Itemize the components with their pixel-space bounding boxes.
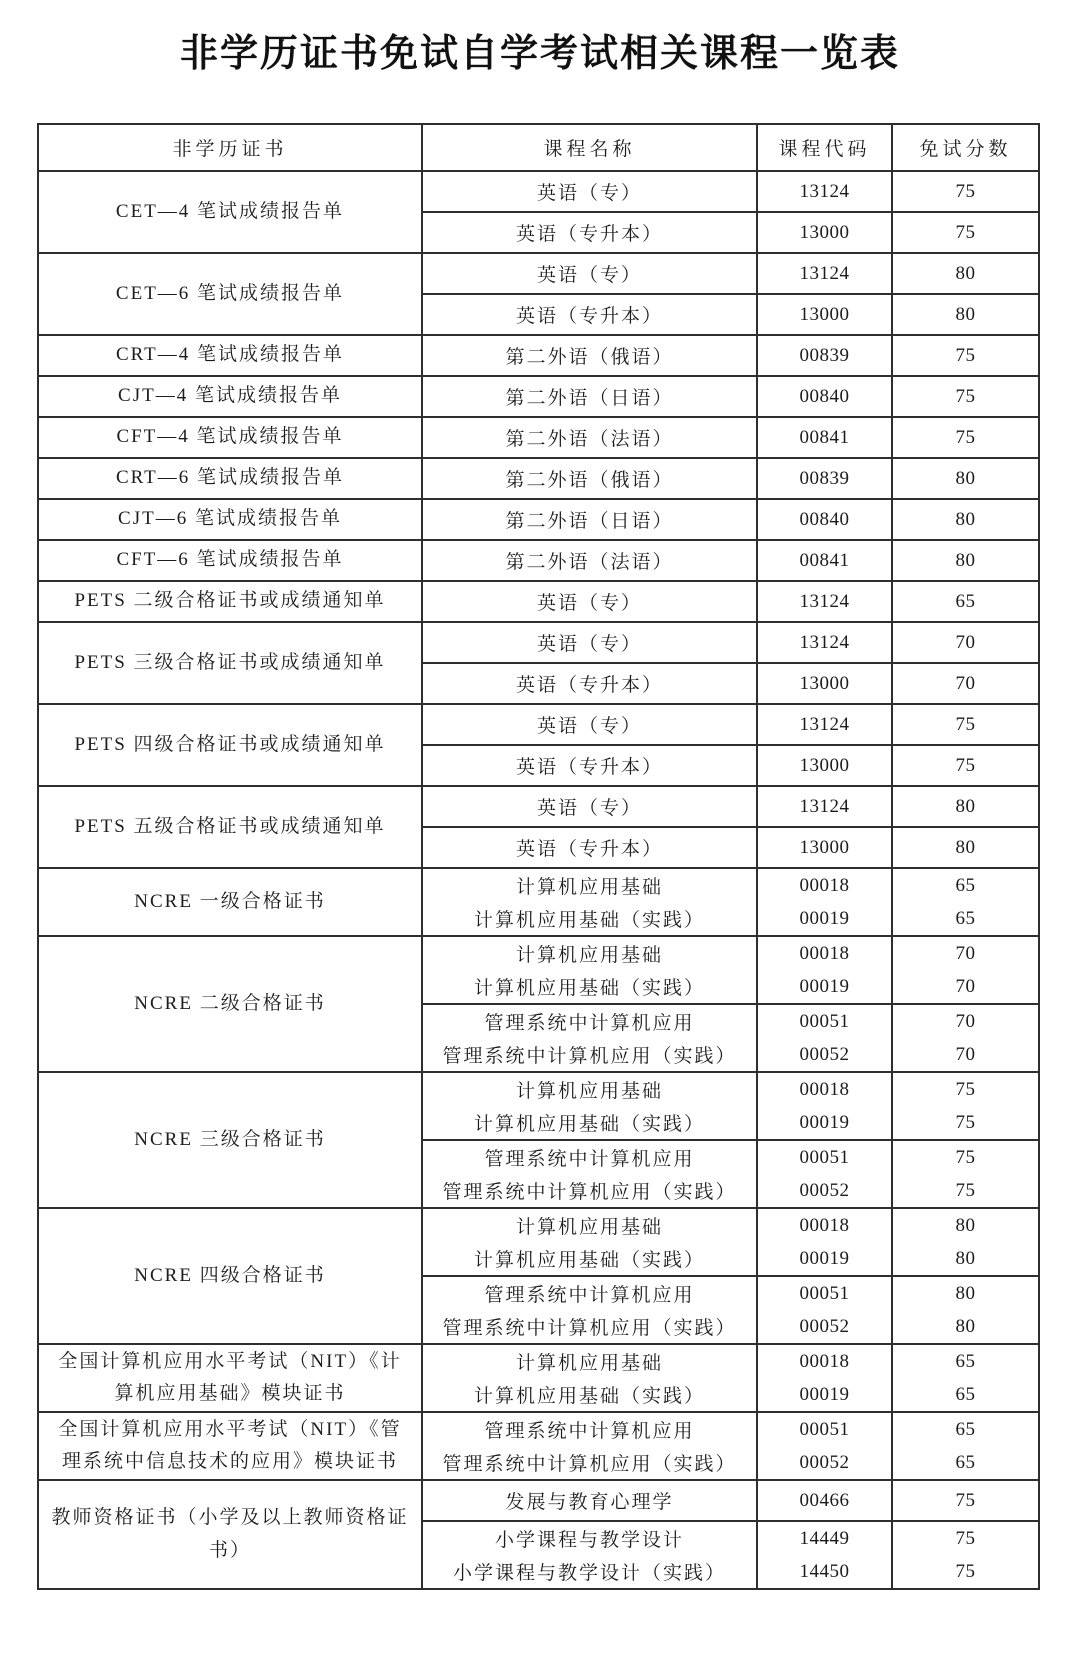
table-row <box>38 581 1039 622</box>
course-name-cell: 计算机应用基础 <box>422 936 757 970</box>
course-code-cell: 13124 <box>757 171 892 212</box>
table-row <box>38 376 1039 417</box>
header-course-code: 课程代码 <box>757 124 892 171</box>
table-header-row <box>38 124 1039 171</box>
course-name-cell: 管理系统中计算机应用 <box>422 1412 757 1446</box>
course-name-cell: 管理系统中计算机应用 <box>422 1140 757 1174</box>
certificate-cell: NCRE 三级合格证书 <box>38 1072 422 1208</box>
certificate-cell: PETS 四级合格证书或成绩通知单 <box>38 704 422 786</box>
table-row <box>38 1412 1039 1446</box>
course-name-cell: 管理系统中计算机应用（实践） <box>422 1446 757 1480</box>
course-code-cell: 13000 <box>757 663 892 704</box>
course-name-cell: 小学课程与教学设计（实践） <box>422 1555 757 1589</box>
course-name-cell: 英语（专升本） <box>422 745 757 786</box>
course-code-cell: 00052 <box>757 1174 892 1208</box>
certificate-cell: CFT—6 笔试成绩报告单 <box>38 540 422 581</box>
course-code-cell: 00051 <box>757 1140 892 1174</box>
course-code-cell: 13124 <box>757 581 892 622</box>
course-code-cell: 00051 <box>757 1412 892 1446</box>
certificate-cell: CJT—6 笔试成绩报告单 <box>38 499 422 540</box>
course-name-cell: 第二外语（日语） <box>422 499 757 540</box>
table-row <box>38 622 1039 663</box>
course-code-cell: 00018 <box>757 1072 892 1106</box>
table-row <box>38 253 1039 294</box>
exemption-score-cell: 80 <box>892 1242 1039 1276</box>
table-row <box>38 458 1039 499</box>
table-row <box>38 786 1039 827</box>
exemption-score-cell: 75 <box>892 1555 1039 1589</box>
table-row <box>38 868 1039 902</box>
course-code-cell: 00051 <box>757 1004 892 1038</box>
course-code-cell: 00839 <box>757 335 892 376</box>
course-code-cell: 00018 <box>757 1208 892 1242</box>
course-name-cell: 英语（专升本） <box>422 663 757 704</box>
page-title: 非学历证书免试自学考试相关课程一览表 <box>179 33 900 75</box>
exemption-course-table <box>37 123 1040 1590</box>
course-name-cell: 计算机应用基础（实践） <box>422 1242 757 1276</box>
table-row <box>38 417 1039 458</box>
exemption-score-cell: 70 <box>892 663 1039 704</box>
exemption-score-cell: 65 <box>892 1412 1039 1446</box>
exemption-score-cell: 75 <box>892 1521 1039 1555</box>
course-code-cell: 14450 <box>757 1555 892 1589</box>
course-name-cell: 英语（专） <box>422 581 757 622</box>
course-name-cell: 第二外语（日语） <box>422 376 757 417</box>
exemption-score-cell: 70 <box>892 1004 1039 1038</box>
course-name-cell: 英语（专） <box>422 171 757 212</box>
certificate-cell: NCRE 二级合格证书 <box>38 936 422 1072</box>
course-code-cell: 13000 <box>757 212 892 253</box>
exemption-score-cell: 80 <box>892 1310 1039 1344</box>
header-course-name: 课程名称 <box>422 124 757 171</box>
course-name-cell: 英语（专升本） <box>422 294 757 335</box>
course-code-cell: 00841 <box>757 540 892 581</box>
exemption-score-cell: 80 <box>892 294 1039 335</box>
certificate-cell: CRT—4 笔试成绩报告单 <box>38 335 422 376</box>
exemption-score-cell: 80 <box>892 253 1039 294</box>
course-code-cell: 13000 <box>757 745 892 786</box>
certificate-cell: CET—4 笔试成绩报告单 <box>38 171 422 253</box>
exemption-score-cell: 75 <box>892 1072 1039 1106</box>
header-exemption-score: 免试分数 <box>892 124 1039 171</box>
course-code-cell: 13124 <box>757 786 892 827</box>
course-code-cell: 00019 <box>757 1242 892 1276</box>
exemption-score-cell: 80 <box>892 458 1039 499</box>
certificate-cell: PETS 二级合格证书或成绩通知单 <box>38 581 422 622</box>
course-code-cell: 00840 <box>757 376 892 417</box>
course-name-cell: 管理系统中计算机应用 <box>422 1276 757 1310</box>
exemption-score-cell: 80 <box>892 1208 1039 1242</box>
certificate-cell: 教师资格证书（小学及以上教师资格证书） <box>38 1480 422 1589</box>
course-code-cell: 00840 <box>757 499 892 540</box>
course-name-cell: 英语（专升本） <box>422 212 757 253</box>
course-code-cell: 00466 <box>757 1480 892 1521</box>
course-code-cell: 00019 <box>757 970 892 1004</box>
course-name-cell: 计算机应用基础（实践） <box>422 1378 757 1412</box>
course-code-cell: 13124 <box>757 253 892 294</box>
course-name-cell: 管理系统中计算机应用（实践） <box>422 1174 757 1208</box>
course-code-cell: 00018 <box>757 868 892 902</box>
course-name-cell: 计算机应用基础（实践） <box>422 970 757 1004</box>
course-code-cell: 13000 <box>757 827 892 868</box>
course-code-cell: 00052 <box>757 1446 892 1480</box>
exemption-score-cell: 80 <box>892 786 1039 827</box>
exemption-score-cell: 75 <box>892 376 1039 417</box>
course-name-cell: 英语（专升本） <box>422 827 757 868</box>
course-name-cell: 计算机应用基础（实践） <box>422 902 757 936</box>
course-code-cell: 00018 <box>757 1344 892 1378</box>
table-row <box>38 335 1039 376</box>
course-name-cell: 英语（专） <box>422 253 757 294</box>
course-code-cell: 13124 <box>757 622 892 663</box>
course-name-cell: 第二外语（法语） <box>422 540 757 581</box>
course-name-cell: 发展与教育心理学 <box>422 1480 757 1521</box>
course-name-cell: 管理系统中计算机应用 <box>422 1004 757 1038</box>
table-row <box>38 936 1039 970</box>
header-certificate: 非学历证书 <box>38 124 422 171</box>
course-code-cell: 13000 <box>757 294 892 335</box>
certificate-cell: CRT—6 笔试成绩报告单 <box>38 458 422 499</box>
course-name-cell: 英语（专） <box>422 704 757 745</box>
course-code-cell: 00052 <box>757 1310 892 1344</box>
exemption-score-cell: 75 <box>892 1480 1039 1521</box>
course-name-cell: 第二外语（俄语） <box>422 335 757 376</box>
exemption-score-cell: 75 <box>892 335 1039 376</box>
exemption-score-cell: 65 <box>892 1344 1039 1378</box>
certificate-cell: NCRE 一级合格证书 <box>38 868 422 936</box>
table-row <box>38 1072 1039 1106</box>
exemption-score-cell: 80 <box>892 827 1039 868</box>
exemption-score-cell: 80 <box>892 1276 1039 1310</box>
table-row <box>38 1208 1039 1242</box>
exemption-score-cell: 65 <box>892 902 1039 936</box>
table-row <box>38 540 1039 581</box>
table-row <box>38 1480 1039 1521</box>
course-code-cell: 00839 <box>757 458 892 499</box>
course-code-cell: 13124 <box>757 704 892 745</box>
exemption-score-cell: 70 <box>892 936 1039 970</box>
exemption-score-cell: 65 <box>892 1378 1039 1412</box>
exemption-score-cell: 75 <box>892 212 1039 253</box>
certificate-cell: 全国计算机应用水平考试（NIT）《管理系统中信息技术的应用》模块证书 <box>38 1412 422 1480</box>
course-code-cell: 00019 <box>757 1378 892 1412</box>
course-code-cell: 00019 <box>757 1106 892 1140</box>
exemption-score-cell: 80 <box>892 540 1039 581</box>
table-row <box>38 1344 1039 1378</box>
course-code-cell: 00052 <box>757 1038 892 1072</box>
certificate-cell: CJT—4 笔试成绩报告单 <box>38 376 422 417</box>
certificate-cell: PETS 三级合格证书或成绩通知单 <box>38 622 422 704</box>
certificate-cell: PETS 五级合格证书或成绩通知单 <box>38 786 422 868</box>
course-name-cell: 管理系统中计算机应用（实践） <box>422 1310 757 1344</box>
course-name-cell: 小学课程与教学设计 <box>422 1521 757 1555</box>
course-name-cell: 英语（专） <box>422 786 757 827</box>
exemption-score-cell: 70 <box>892 622 1039 663</box>
course-code-cell: 14449 <box>757 1521 892 1555</box>
exemption-score-cell: 70 <box>892 1038 1039 1072</box>
certificate-cell: CET—6 笔试成绩报告单 <box>38 253 422 335</box>
course-code-cell: 00051 <box>757 1276 892 1310</box>
certificate-cell: 全国计算机应用水平考试（NIT）《计算机应用基础》模块证书 <box>38 1344 422 1412</box>
exemption-score-cell: 75 <box>892 1174 1039 1208</box>
exemption-score-cell: 65 <box>892 581 1039 622</box>
certificate-cell: CFT—4 笔试成绩报告单 <box>38 417 422 458</box>
course-code-cell: 00019 <box>757 902 892 936</box>
exemption-score-cell: 70 <box>892 970 1039 1004</box>
course-name-cell: 计算机应用基础 <box>422 1208 757 1242</box>
exemption-score-cell: 75 <box>892 417 1039 458</box>
exemption-score-cell: 80 <box>892 499 1039 540</box>
exemption-score-cell: 75 <box>892 1140 1039 1174</box>
course-name-cell: 英语（专） <box>422 622 757 663</box>
table-body <box>38 171 1039 1589</box>
course-name-cell: 计算机应用基础 <box>422 1072 757 1106</box>
exemption-score-cell: 75 <box>892 745 1039 786</box>
course-code-cell: 00018 <box>757 936 892 970</box>
exemption-score-cell: 75 <box>892 1106 1039 1140</box>
course-name-cell: 计算机应用基础 <box>422 868 757 902</box>
exemption-score-cell: 75 <box>892 704 1039 745</box>
table-row <box>38 171 1039 212</box>
course-name-cell: 计算机应用基础 <box>422 1344 757 1378</box>
exemption-score-cell: 65 <box>892 868 1039 902</box>
course-name-cell: 第二外语（俄语） <box>422 458 757 499</box>
certificate-cell: NCRE 四级合格证书 <box>38 1208 422 1344</box>
table-row <box>38 704 1039 745</box>
course-name-cell: 第二外语（法语） <box>422 417 757 458</box>
course-code-cell: 00841 <box>757 417 892 458</box>
exemption-score-cell: 65 <box>892 1446 1039 1480</box>
course-name-cell: 计算机应用基础（实践） <box>422 1106 757 1140</box>
exemption-score-cell: 75 <box>892 171 1039 212</box>
course-name-cell: 管理系统中计算机应用（实践） <box>422 1038 757 1072</box>
table-row <box>38 499 1039 540</box>
